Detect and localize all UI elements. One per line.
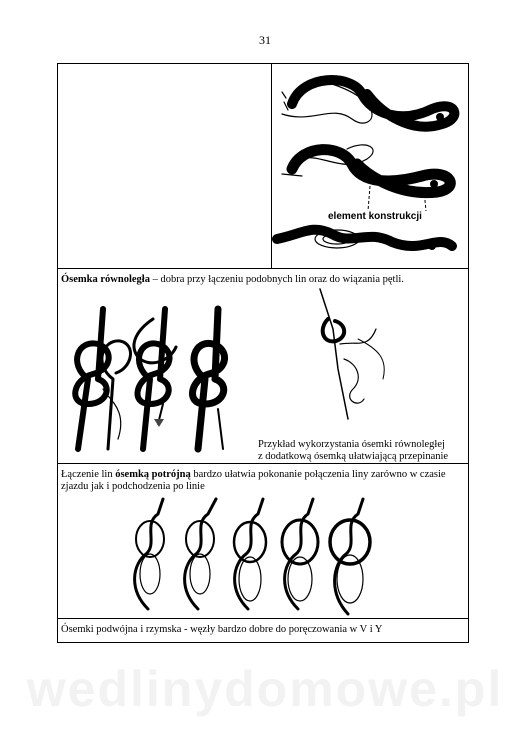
triple-knot-5 [330, 499, 370, 614]
triple-knot-1 [135, 499, 164, 609]
parallel-knot-3 [193, 309, 225, 449]
figure-eight-triple-illustration [58, 464, 468, 619]
table-row [58, 269, 468, 464]
anchor-point [428, 242, 436, 250]
anchor-point [430, 180, 438, 188]
knot-step-3 [277, 230, 452, 250]
figure-eight-follow-through-illustration [272, 64, 468, 268]
element-label: element konstrukcji [328, 211, 422, 222]
parallel-term: Ósemka równoległa [61, 274, 150, 285]
table-row [58, 619, 468, 642]
parallel-caption [258, 439, 468, 463]
double-description: Ósemki podwójna i rzymska - węzły bardzo dobre do poręczowania w V i Y [61, 624, 383, 635]
caption-line: Przykład wykorzystania ósemki równoległej [258, 439, 445, 450]
triple-knot-3 [234, 499, 266, 609]
knot-step-1 [282, 80, 454, 127]
caption-line: z dodatkową ósemką ułatwiającą przepinanie [258, 451, 449, 462]
watermark: wedlinydomowe.pl [26, 661, 504, 717]
knot-drawing-top [272, 64, 468, 269]
anchor-point [436, 113, 444, 121]
parallel-text: – dobra przy łączeniu podobnych lin oraz do wiązania pętli. [149, 274, 404, 285]
triple-knot-4 [282, 499, 318, 609]
triple-knot-2 [185, 499, 216, 609]
empty-cell [58, 64, 272, 268]
parallel-rigging-example [320, 289, 384, 419]
page-number: 31 [259, 33, 271, 47]
figure-eight-parallel-illustration [58, 269, 468, 464]
parallel-knot-2 [134, 309, 176, 449]
triple-rest: bardzo ułatwia pokonanie połączenia liny zarówno w czasie [190, 469, 446, 480]
triple-line2: zjazdu jak i podchodzenia po linie [61, 481, 205, 492]
knot-step-2 [282, 145, 450, 211]
parallel-knot-1 [75, 309, 130, 449]
table-row [58, 64, 468, 269]
triple-prefix: Łączenie lin [61, 469, 116, 480]
triple-term: ósemką potrójną [115, 469, 191, 480]
knot-table [57, 63, 469, 643]
arrow-icon [154, 419, 164, 427]
table-row [58, 464, 468, 619]
